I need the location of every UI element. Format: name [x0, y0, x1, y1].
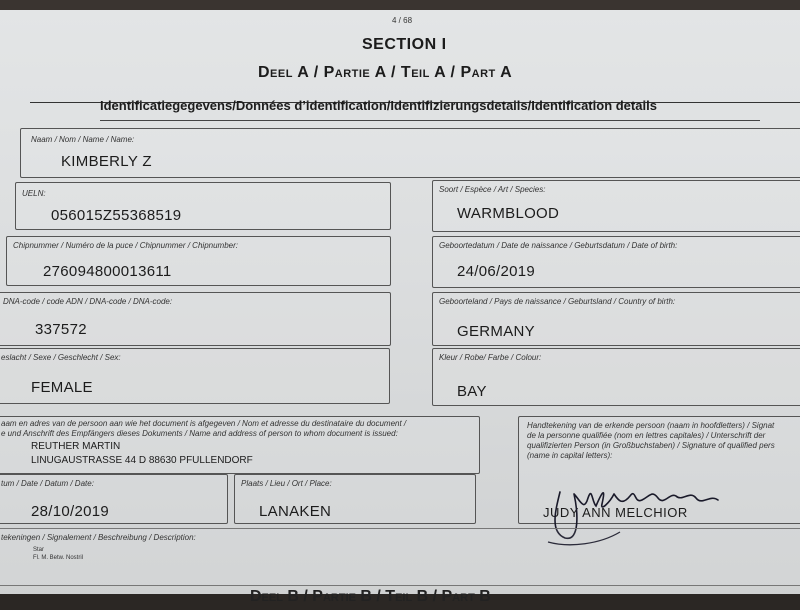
- addressee-address: LINUGAUSTRASSE 44 D 88630 PFULLENDORF: [31, 455, 253, 466]
- signatory-name: JUDY ANN MELCHIOR: [543, 505, 688, 520]
- date-value: 28/10/2019: [31, 503, 110, 520]
- country-label: Geboorteland / Pays de naissance / Geburtsland / Country of birth:: [439, 297, 676, 306]
- signatory-label: de la personne qualifiée (nom en lettres capitales) / Unterschrift der: [527, 431, 766, 440]
- chip-label: Chipnummer / Numéro de la puce / Chipnummer / Chipnumber:: [13, 241, 238, 250]
- section-title: SECTION I: [362, 36, 447, 53]
- addressee-name: REUTHER MARTIN: [31, 441, 121, 452]
- signatory-label: (name in capital letters):: [527, 451, 613, 460]
- ueln-field: [15, 182, 391, 230]
- name-value: KIMBERLY Z: [61, 153, 152, 170]
- chip-field: [6, 236, 391, 286]
- markings-label: tekeningen / Signalement / Beschreibung / Description:: [1, 533, 196, 542]
- background-strip: [0, 0, 800, 10]
- name-label: Naam / Nom / Name / Name:: [31, 135, 135, 144]
- sex-value: FEMALE: [31, 379, 93, 396]
- place-value: LANAKEN: [259, 503, 332, 520]
- country-value: GERMANY: [457, 323, 535, 340]
- species-value: WARMBLOOD: [457, 205, 560, 222]
- species-label: Soort / Espèce / Art / Species:: [439, 185, 546, 194]
- addressee-label: e und Anschrift des Empfängers dieses Dokuments / Name and address of person to whom document is issued:: [1, 429, 398, 438]
- dna-value: 337572: [35, 321, 87, 338]
- addressee-label: aam en adres van de persoon aan wie het document is afgegeven / Nom et adresse du destinataire du document /: [1, 419, 407, 428]
- divider: [100, 120, 760, 121]
- dob-field: [432, 236, 800, 288]
- sex-label: eslacht / Sexe / Geschlecht / Sex:: [1, 353, 121, 362]
- colour-label: Kleur / Robe/ Farbe / Colour:: [439, 353, 542, 362]
- markings-line: Star: [33, 547, 45, 553]
- sex-field: [0, 348, 390, 404]
- colour-field: [432, 348, 800, 406]
- markings-field: [0, 528, 800, 586]
- part-title: Deel A / Partie A / Teil A / Part A: [258, 64, 513, 81]
- markings-line: Fl. M. Betw. Nostril: [33, 555, 84, 561]
- signatory-label: Handtekening van de erkende persoon (naam in hoofdletters) / Signat: [527, 421, 775, 430]
- addressee-field: [0, 416, 480, 474]
- species-field: [432, 180, 800, 232]
- dna-field: [0, 292, 391, 346]
- dob-label: Geboortedatum / Date de naissance / Geburtsdatum / Date of birth:: [439, 241, 678, 250]
- date-label: tum / Date / Datum / Date:: [1, 479, 94, 488]
- colour-value: BAY: [457, 383, 487, 400]
- next-part-title: Deel B / Partie B / Teil B / Part B: [250, 588, 491, 605]
- country-field: [432, 292, 800, 346]
- place-label: Plaats / Lieu / Ort / Place:: [241, 479, 332, 488]
- ueln-value: 056015Z55368519: [51, 207, 182, 224]
- signatory-label: qualifizierten Person (in Großbuchstaben) / Signature of qualified pers: [527, 441, 775, 450]
- dna-label: DNA-code / code ADN / DNA-code / DNA-code:: [3, 297, 173, 306]
- place-field: [234, 474, 476, 524]
- ueln-label: UELN:: [22, 189, 46, 198]
- chip-value: 276094800013611: [43, 263, 172, 280]
- document-page: [0, 10, 800, 605]
- date-field: [0, 474, 228, 524]
- dob-value: 24/06/2019: [457, 263, 536, 280]
- identification-title: Identificatiegegevens/Données d’identification/Identifizierungsdetails/Identification details: [100, 98, 657, 113]
- name-field: [20, 128, 800, 178]
- page-number: 4 / 68: [392, 16, 413, 25]
